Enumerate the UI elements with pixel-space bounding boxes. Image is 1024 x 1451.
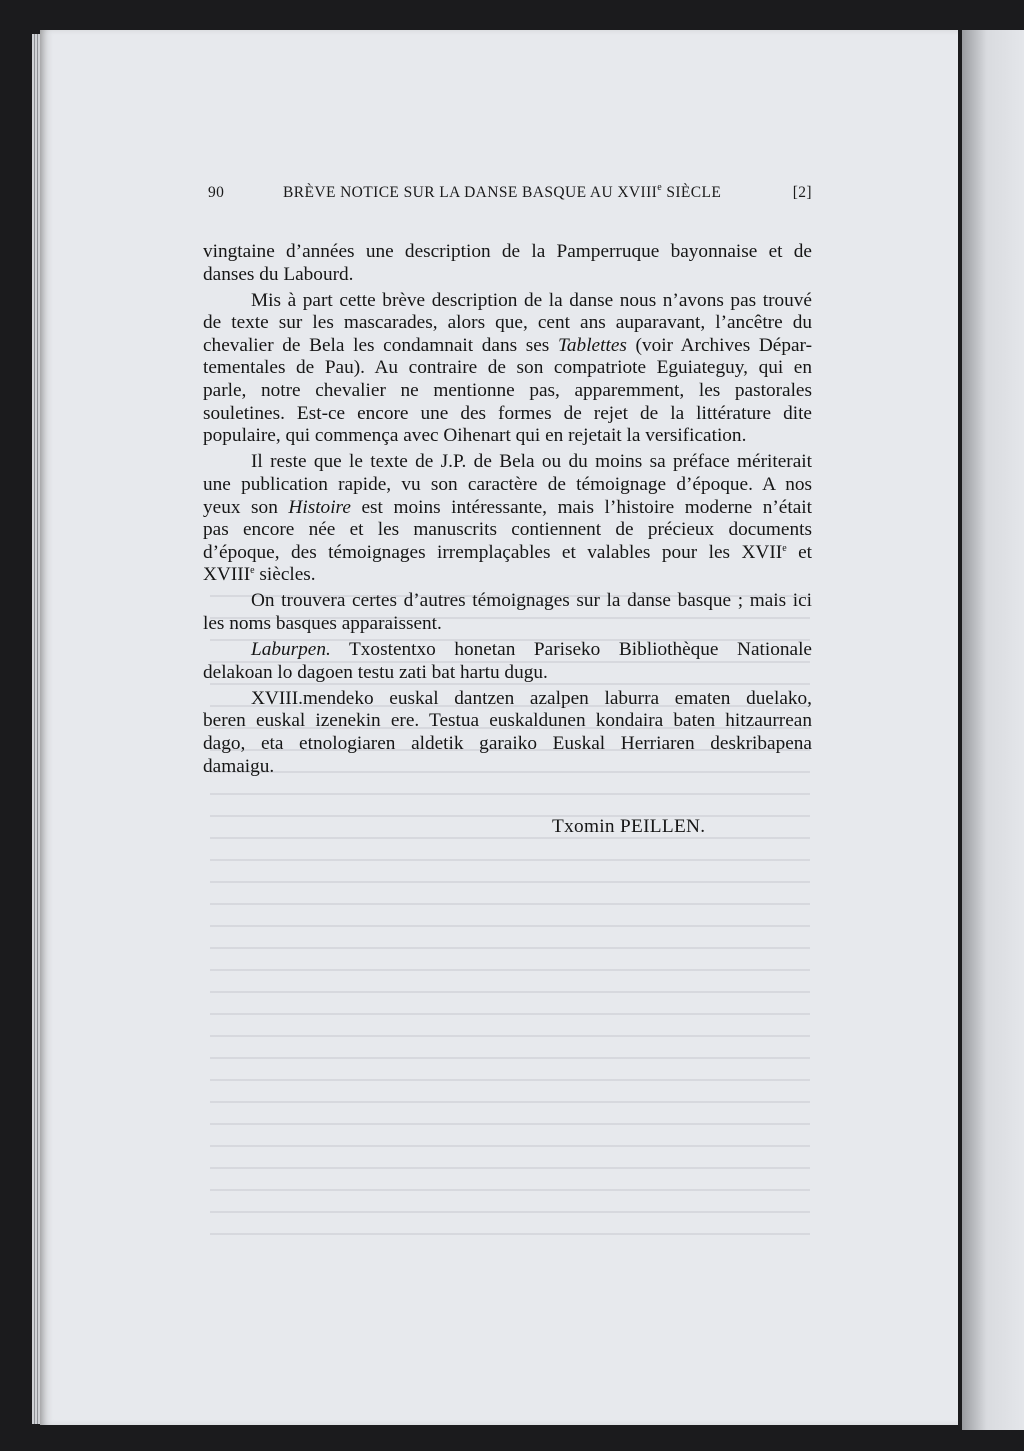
text-segment: une publication rapide, vu son caractère de témoignage d’époque. A nos [203, 473, 812, 495]
superscript: e [250, 565, 255, 577]
text-segment: XVIII [203, 564, 251, 586]
text-line [203, 662, 812, 685]
text-line [203, 710, 812, 733]
text-segment: siècles. [254, 564, 316, 586]
text-line [203, 590, 812, 613]
text-line [203, 542, 812, 565]
text-line [203, 312, 812, 335]
text-segment: Txostentxo honetan Pariseko Bibliothèque Nationale [330, 639, 812, 661]
italic-text: Tablettes [557, 334, 627, 356]
text-line [203, 639, 812, 662]
text-segment: On trouvera certes d’autres témoignages sur la danse basque ; mais ici [251, 590, 812, 612]
superscript: e [782, 542, 787, 554]
article-body [203, 241, 812, 782]
text-line [203, 497, 812, 520]
paragraph [203, 451, 812, 587]
text-segment: populaire, qui commença avec Oihenart qui en rejetait la versification. [203, 425, 747, 447]
running-header [203, 184, 812, 206]
text-line [203, 357, 812, 380]
text-line [203, 290, 812, 313]
text-segment: est moins intéressante, mais l’histoire moderne n’était [350, 496, 812, 518]
text-segment: yeux son [203, 496, 289, 518]
text-segment: de texte sur les mascarades, alors que, cent ans auparavant, l’ancêtre du [203, 312, 812, 334]
text-segment: danses du Labourd. [203, 263, 354, 285]
text-segment: et [786, 541, 812, 563]
text-segment: (voir Archives Dépar- [626, 334, 812, 356]
paragraph [203, 688, 812, 778]
italic-text: Laburpen. [251, 639, 331, 661]
text-line [203, 380, 812, 403]
text-line [203, 733, 812, 756]
running-title [283, 184, 721, 202]
text-line [203, 688, 812, 711]
text-segment: d’époque, des témoignages irremplaçables et valables pour les XVII [203, 541, 783, 563]
section-ref: [2] [792, 184, 812, 201]
text-line [203, 425, 812, 448]
italic-text: Histoire [288, 496, 351, 518]
text-segment: pas encore née et les manuscrits contiennent de précieux documents [203, 519, 812, 541]
text-segment: Mis à part cette brève description de la danse nous n’avons pas trouvé [251, 289, 812, 311]
running-title-end: SIÈCLE [662, 184, 722, 201]
text-segment: damaigu. [203, 755, 275, 777]
text-segment: beren euskal izenekin ere. Testua euskaldunen kondaira baten hitzaurrean [203, 710, 812, 732]
text-line [203, 241, 812, 264]
text-line [203, 335, 812, 358]
running-title-text: BRÈVE NOTICE SUR LA DANSE BASQUE AU XVIII [283, 184, 658, 201]
text-segment: dago, eta etnologiaren aldetik garaiko Euskal Herriaren deskribapena [203, 732, 812, 754]
paragraph [203, 290, 812, 448]
text-segment: delakoan lo dagoen testu zati bat hartu dugu. [203, 661, 548, 683]
text-segment: parle, notre chevalier ne mentionne pas, apparemment, les pastorales [203, 380, 812, 402]
facing-page-edge [962, 30, 1024, 1430]
text-segment: Il reste que le texte de J.P. de Bela ou du moins sa préface mériterait [251, 451, 812, 473]
paragraph [203, 241, 812, 286]
text-segment: vingtaine d’années une description de la Pamperruque bayonnaise et de [203, 241, 812, 262]
text-line [203, 613, 812, 636]
text-line [203, 519, 812, 542]
author-signature: Txomin PEILLEN. [552, 816, 706, 837]
text-line [203, 403, 812, 426]
text-segment: XVIII.mendeko euskal dantzen azalpen laburra ematen duelako, [251, 687, 812, 709]
text-segment: tementales de Pau). Au contraire de son compatriote Eguiateguy, qui en [203, 357, 812, 379]
text-line [203, 564, 812, 587]
paragraph [203, 590, 812, 635]
text-segment: souletines. Est-ce encore une des formes de rejet de la littérature dite [203, 402, 812, 424]
text-line [203, 451, 812, 474]
page-number: 90 [208, 184, 225, 201]
text-line [203, 474, 812, 497]
running-title-sup: e [657, 182, 663, 193]
text-segment: chevalier de Bela les condamnait dans ses [203, 334, 558, 356]
paragraph [203, 639, 812, 684]
text-line [203, 264, 812, 287]
text-segment: les noms basques apparaissent. [203, 613, 442, 634]
text-line [203, 756, 812, 779]
